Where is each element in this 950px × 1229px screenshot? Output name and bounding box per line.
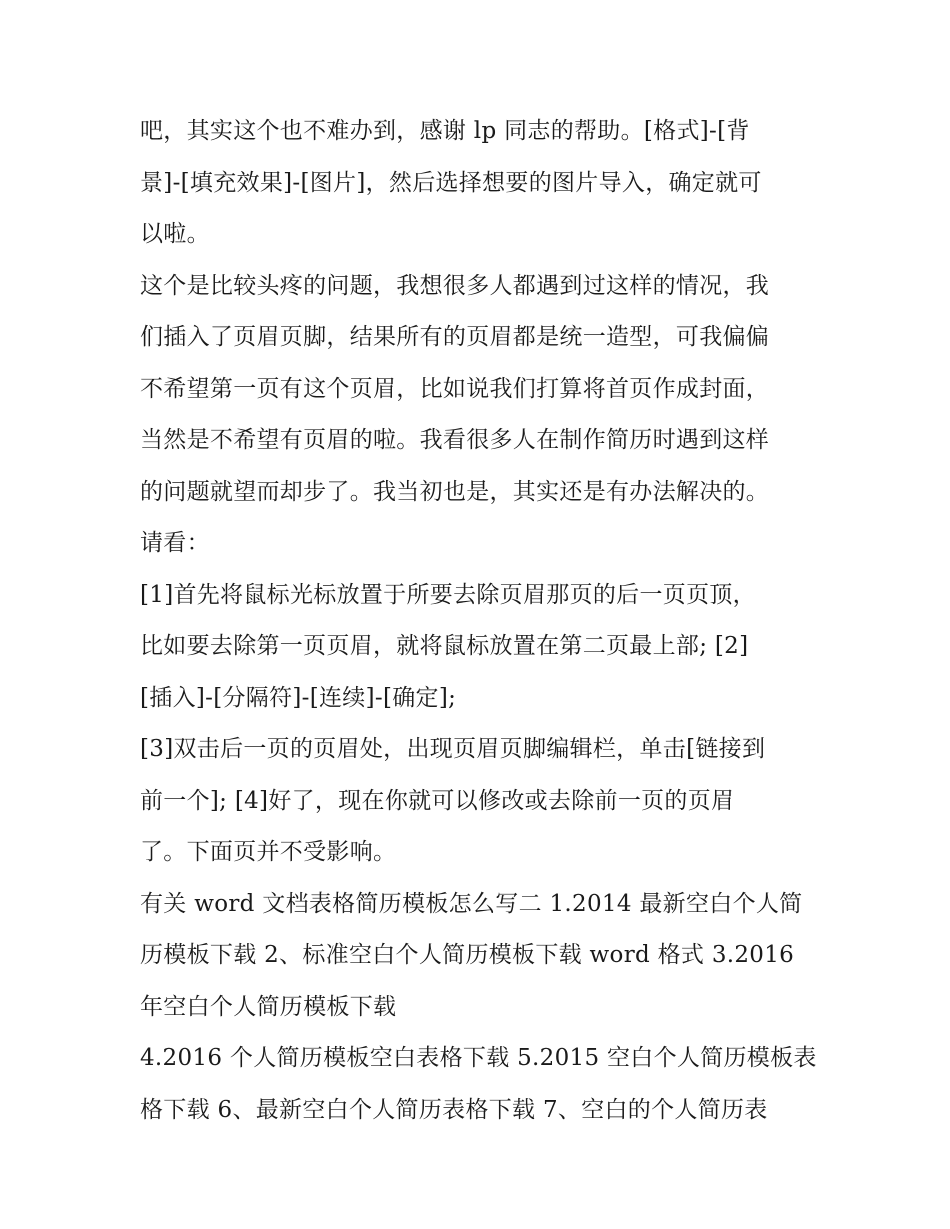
text-line: 的问题就望而却步了。我当初也是，其实还是有办法解决的。 bbox=[140, 478, 770, 505]
text-line: 了。下面页并不受影响。 bbox=[140, 839, 397, 865]
text-line: 比如要去除第一页页眉，就将鼠标放置在第二页最上部; [2] bbox=[140, 633, 749, 659]
text-line: 这个是比较头疼的问题，我想很多人都遇到过这样的情况，我 bbox=[140, 272, 770, 299]
paragraph-templates-list-continued bbox=[140, 1033, 820, 1136]
text-line: [插入]-[分隔符]-[连续]-[确定]; bbox=[140, 684, 457, 711]
text-line: 有关 word 文档表格简历模板怎么写二 1.2014 最新空白个人简 bbox=[140, 890, 803, 917]
text-line: 景]-[填充效果]-[图片]，然后选择想要的图片导入，确定就可 bbox=[140, 169, 762, 196]
text-line: 吧，其实这个也不难办到，感谢 lp 同志的帮助。[格式]-[背 bbox=[140, 118, 750, 144]
text-line: 4.2016 个人简历模板空白表格下载 5.2015 空白个人简历模板表 bbox=[140, 1045, 817, 1071]
text-line: 前一个]; [4]好了，现在你就可以修改或去除前一页的页眉 bbox=[140, 787, 735, 814]
text-line: 们插入了页眉页脚，结果所有的页眉都是统一造型，可我偏偏 bbox=[140, 324, 770, 350]
document-body bbox=[140, 106, 820, 1136]
text-line: 以啦。 bbox=[140, 221, 210, 247]
text-line: 当然是不希望有页眉的啦。我看很多人在制作简历时遇到这样 bbox=[140, 427, 770, 453]
text-line: 请看： bbox=[140, 530, 210, 556]
text-line: 年空白个人简历模板下载 bbox=[140, 993, 397, 1020]
paragraph-steps-3-4 bbox=[140, 724, 820, 879]
paragraph-steps-1-2 bbox=[140, 570, 820, 725]
text-line: 历模板下载 2、标准空白个人简历模板下载 word 格式 3.2016 bbox=[140, 942, 795, 968]
text-line: [1]首先将鼠标光标放置于所要去除页眉那页的后一页页顶， bbox=[140, 581, 756, 608]
paragraph-header-problem bbox=[140, 261, 820, 570]
text-line: [3]双击后一页的页眉处，出现页眉页脚编辑栏，单击[链接到 bbox=[140, 736, 766, 762]
paragraph-templates-list bbox=[140, 879, 820, 1034]
text-line: 不希望第一页有这个页眉，比如说我们打算将首页作成封面， bbox=[140, 375, 770, 402]
paragraph-background-image bbox=[140, 106, 820, 261]
text-line: 格下载 6、最新空白个人简历表格下载 7、空白的个人简历表 bbox=[140, 1096, 768, 1123]
